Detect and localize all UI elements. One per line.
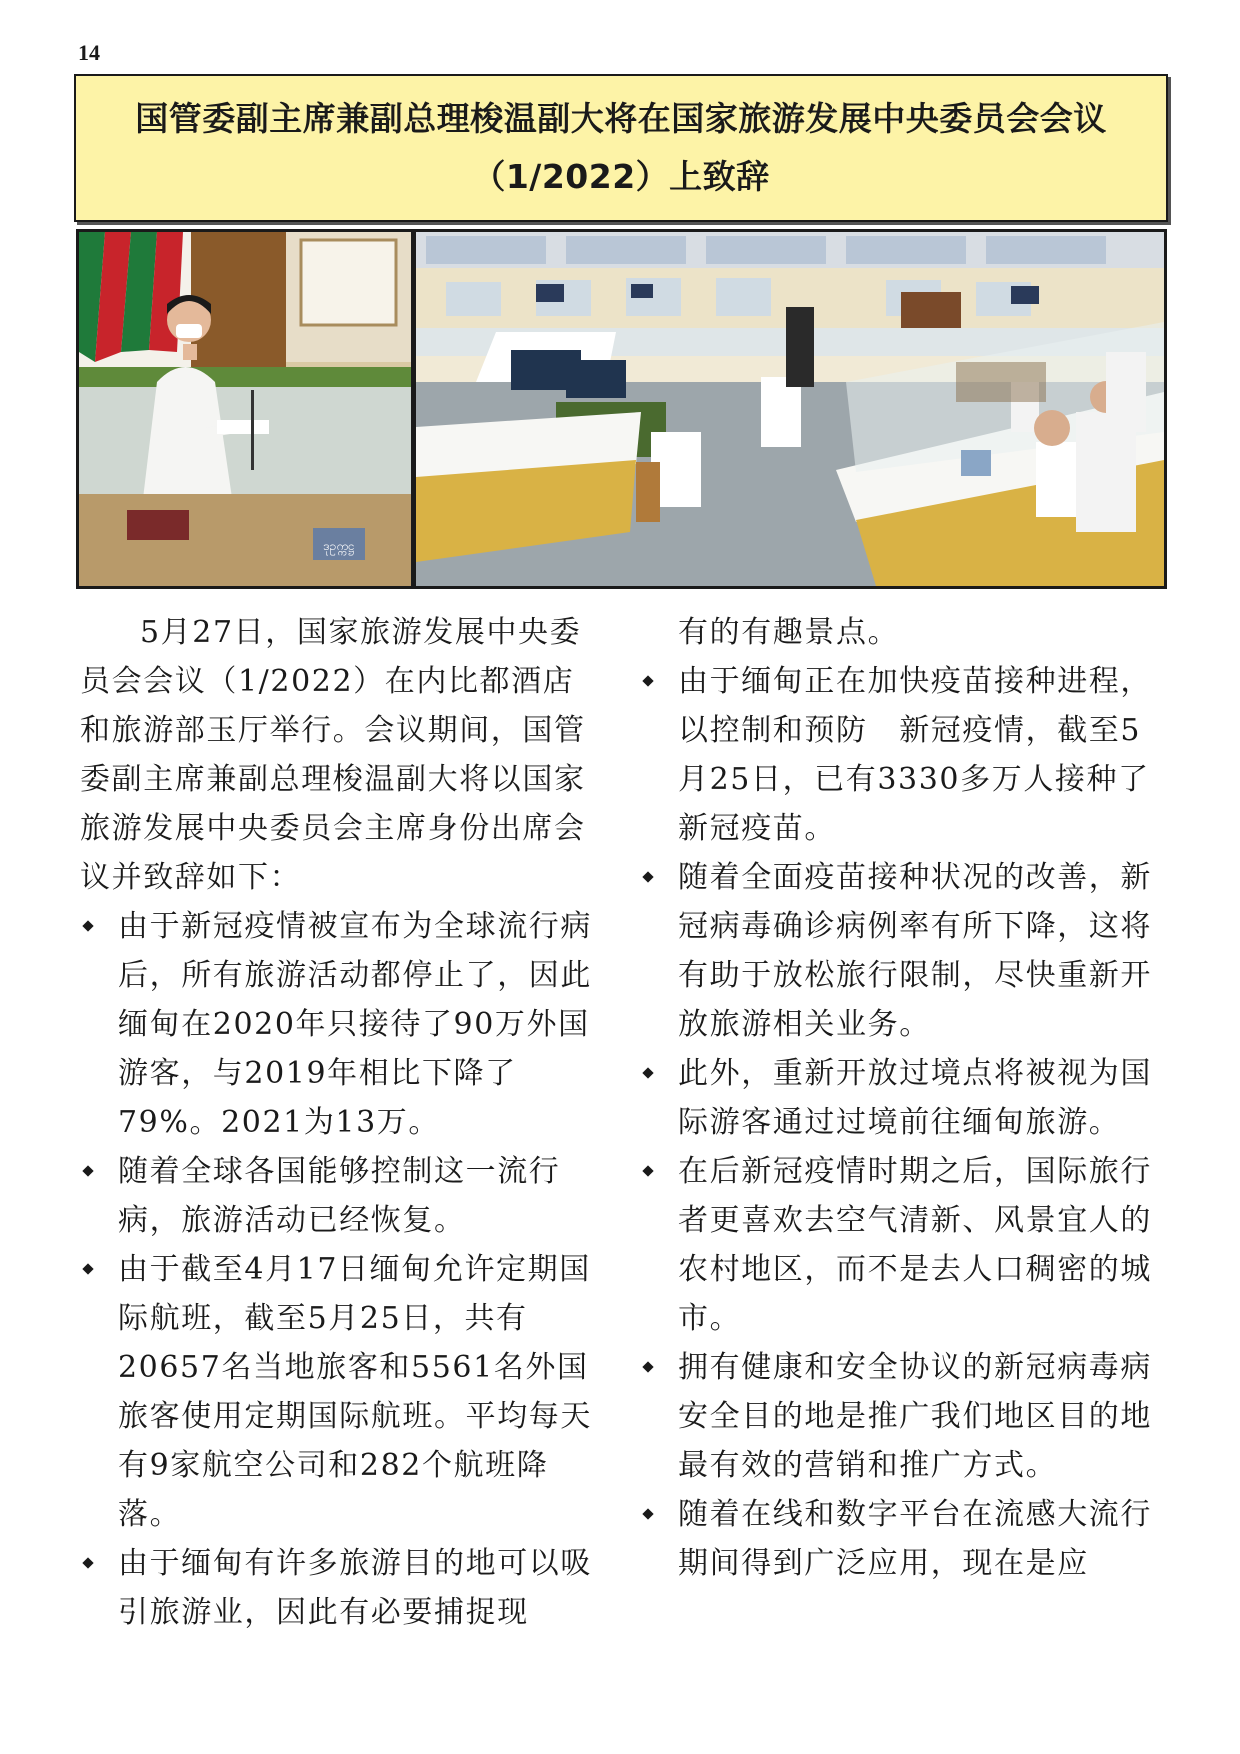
- diamond-bullet-icon: [642, 1361, 653, 1372]
- list-item: [80, 902, 604, 1147]
- diamond-bullet-icon: [642, 675, 653, 686]
- list-item: [640, 657, 1164, 853]
- podium-nameplate: ဒုဥက္ကဋ္ဌ: [323, 539, 355, 553]
- right-bullet-list: [640, 657, 1164, 1588]
- diamond-bullet-icon: [642, 1067, 653, 1078]
- article-title: 国管委副主席兼副总理梭温副大将在国家旅游发展中央委员会会议（1/2022）上致辞: [135, 99, 1107, 196]
- diamond-bullet-icon: [82, 920, 93, 931]
- list-item: [640, 853, 1164, 1049]
- diamond-bullet-icon: [642, 871, 653, 882]
- title-box: [74, 74, 1168, 222]
- list-item-text: 拥有健康和安全协议的新冠病毒病安全目的地是推广我们地区目的地最有效的营销和推广方式。: [678, 1350, 1152, 1483]
- left-bullet-list: [80, 902, 604, 1637]
- list-item-text: 随着全球各国能够控制这一流行病，旅游活动已经恢复。: [118, 1154, 561, 1238]
- list-item-text: 随着全面疫苗接种状况的改善，新冠病毒确诊病例率有所下降，这将有助于放松旅行限制，尽快重新开放旅游相关业务。: [678, 860, 1152, 1042]
- diamond-bullet-icon: [82, 1263, 93, 1274]
- list-item-text: 由于新冠疫情被宣布为全球流行病后，所有旅游活动都停止了，因此缅甸在2020年只接待了90万外国游客，与2019年相比下降了79%。2021为13万。: [118, 909, 592, 1140]
- list-item-text: 由于缅甸有许多旅游目的地可以吸引旅游业，因此有必要捕捉现: [118, 1546, 592, 1630]
- list-item-text: 此外，重新开放过境点将被视为国际游客通过过境前往缅甸旅游。: [678, 1056, 1152, 1140]
- intro-paragraph: 5月27日，国家旅游发展中央委员会会议（1/2022）在内比都酒店和旅游部玉厅举行。会议期间，国管委副主席兼副总理梭温副大将以国家旅游发展中央委员会主席身份出席会议并致辞如下：: [80, 615, 586, 895]
- list-item-text: 在后新冠疫情时期之后，国际旅行者更喜欢去空气清新、风景宜人的农村地区，而不是去人口稠密的城市。: [678, 1154, 1152, 1336]
- list-item: [640, 1490, 1164, 1588]
- diamond-bullet-icon: [642, 1165, 653, 1176]
- list-item: [640, 1049, 1164, 1147]
- diamond-bullet-icon: [82, 1557, 93, 1568]
- list-item: [80, 1245, 604, 1539]
- list-item-text: 由于截至4月17日缅甸允许定期国际航班，截至5月25日，共有20657名当地旅客和5561名外国旅客使用定期国际航班。平均每天有9家航空公司和282个航班降落。: [118, 1252, 592, 1532]
- list-item: [640, 1147, 1164, 1343]
- list-item: [80, 1147, 604, 1245]
- speaker-photo: [79, 232, 411, 586]
- diamond-bullet-icon: [82, 1165, 93, 1176]
- continued-text: 有的有趣景点。: [678, 615, 900, 650]
- right-column: [640, 608, 1164, 1588]
- diamond-bullet-icon: [642, 1508, 653, 1519]
- list-item: [640, 1343, 1164, 1490]
- page-number: 14: [78, 40, 100, 65]
- list-item-text: 随着在线和数字平台在流感大流行期间得到广泛应用，现在是应: [678, 1497, 1152, 1581]
- photo-banner: [76, 229, 1167, 589]
- list-item: [80, 1539, 604, 1637]
- left-column: [80, 608, 604, 1637]
- list-item-text: 由于缅甸正在加快疫苗接种进程，以控制和预防 新冠疫情，截至5月25日，已有3330多万人接种了新冠疫苗。: [678, 664, 1152, 846]
- meeting-room-photo: [416, 232, 1164, 586]
